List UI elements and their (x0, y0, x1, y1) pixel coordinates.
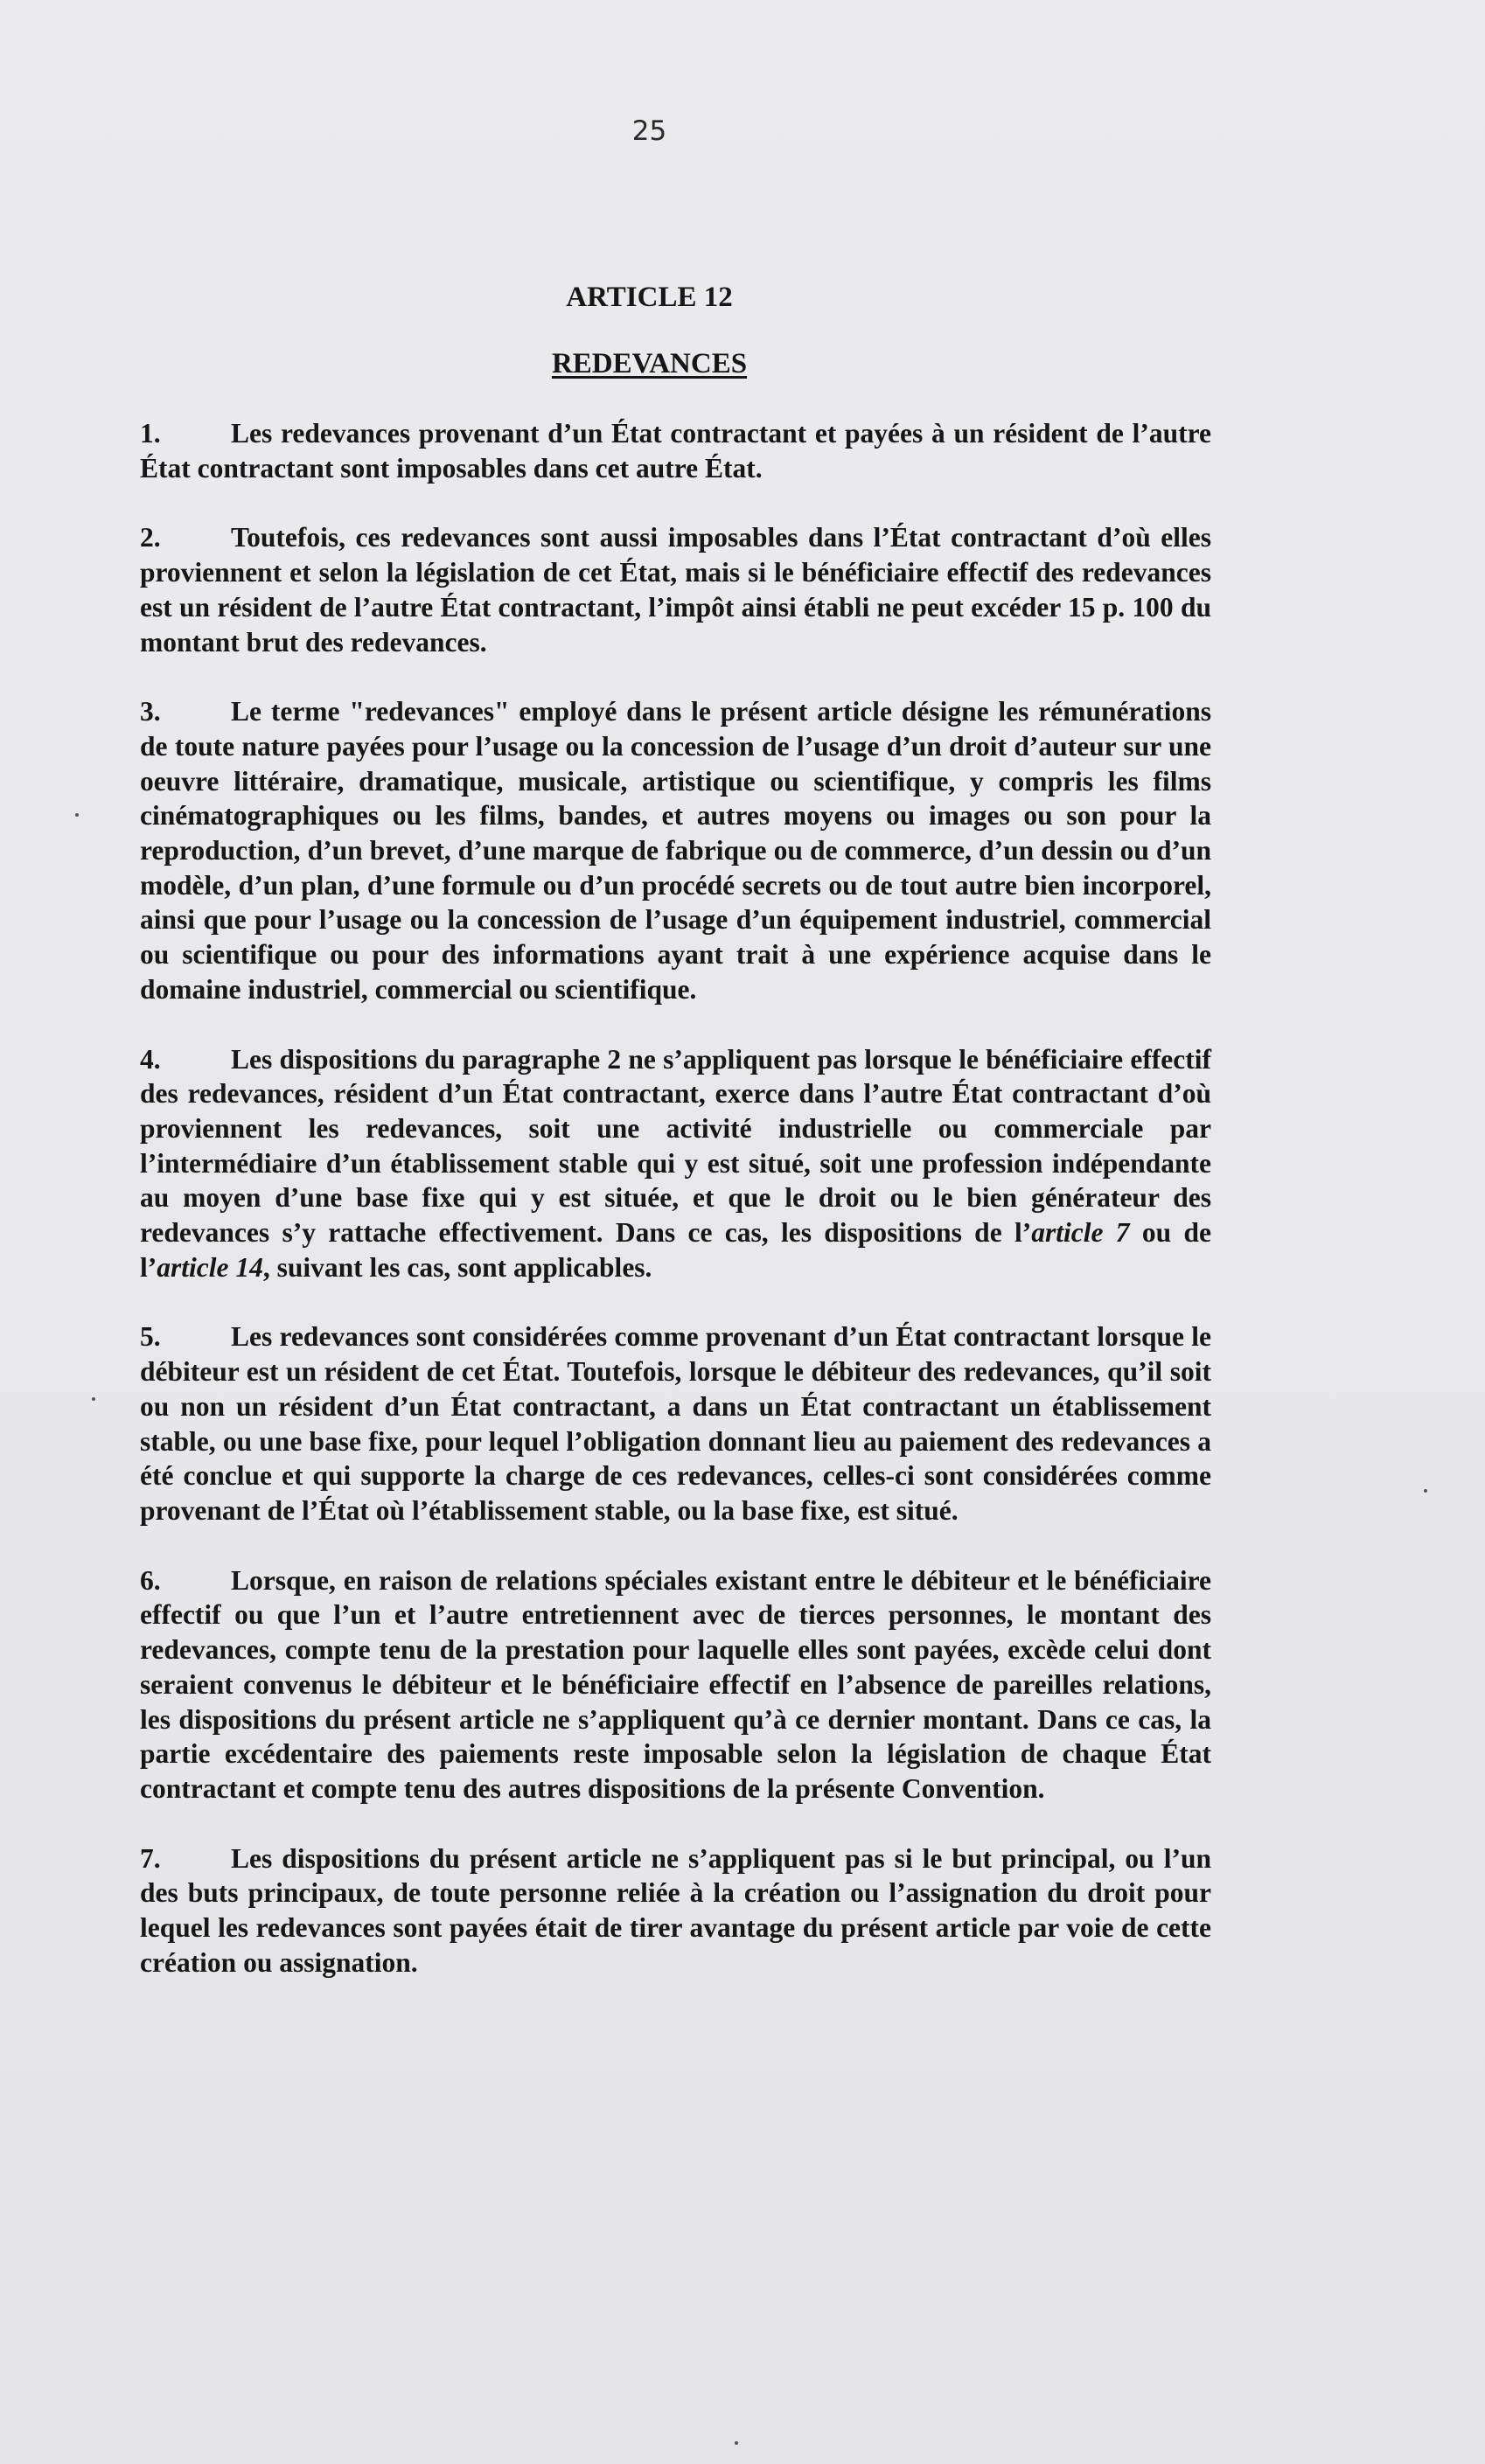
paragraph-text (140, 1565, 1211, 1804)
paragraph-text (140, 418, 1211, 484)
article-body (140, 416, 1211, 2015)
paragraph-number: 1. (140, 418, 161, 449)
article-heading: ARTICLE 12 (566, 282, 733, 313)
paragraph-number: 3. (140, 696, 161, 727)
paragraph-number: 5. (140, 1321, 161, 1353)
page-number: 25 (631, 115, 667, 147)
scan-speck (75, 813, 79, 817)
paragraph-4 (140, 1042, 1211, 1285)
paragraph-text (140, 1321, 1211, 1526)
article-reference: article 7 (1031, 1217, 1130, 1249)
text-run: Les dispositions du présent article ne s’appliquent pas si le but principal, ou l’un des buts principaux, de toute personne reliée à la création ou l’assignation du droit pour lequel les redevances sont payées était de tirer avantage du présent article par voie de cette création ou assignation. (140, 1842, 1211, 1978)
text-run: Les redevances sont considérées comme provenant d’un État contractant lorsque le débiteur est un résident de cet État. Toutefois, lorsque le débiteur des redevances, qu’il soit ou non un résident d’un État contractant, a dans un État contractant un établissement stable, ou une base fixe, pour lequel l’obligation donnant lieu au paiement des redevances a été conclue et qui supporte la charge de ces redevances, celles-ci sont considérées comme provenant de l’État où l’établissement stable, ou la base fixe, est situé. (140, 1321, 1211, 1526)
paragraph-text (140, 696, 1211, 1005)
paragraph-number: 6. (140, 1564, 161, 1596)
paragraph-text (140, 1843, 1211, 1978)
paragraph-number: 2. (140, 522, 161, 553)
article-title: REDEVANCES (551, 348, 748, 379)
text-run: ou de l’ (140, 1217, 1211, 1283)
paragraph-3 (140, 694, 1211, 1006)
text-run: Le terme "redevances" employé dans le présent article désigne les rémunérations de toute nature payées pour l’usage ou la concession de l’usage d’un droit d’auteur sur une oeuvre littéraire, dramatique, musicale, artistique ou scientifique, y compris les films cinématographiques ou les films, bandes, et autres moyens ou images ou son pour la reproduction, d’un brevet, d’une marque de fabrique ou de commerce, d’un dessin ou d’un modèle, d’un plan, d’une formule ou d’un procédé secrets ou de tout autre bien incorporel, ainsi que pour l’usage ou la concession de l’usage d’un équipement industriel, commercial ou scientifique ou pour des informations ayant trait à une expérience acquise dans le domaine industriel, commercial ou scientifique. (140, 696, 1211, 1005)
text-run: Lorsque, en raison de relations spéciales existant entre le débiteur et le bénéficiaire effectif ou que l’un et l’autre entretiennent avec de tierces personnes, le montant des redevances, compte tenu de la prestation pour laquelle elles sont payées, excède celui dont seraient convenus le débiteur et le bénéficiaire effectif en l’absence de pareilles relations, les dispositions du présent article ne s’appliquent qu’à ce dernier montant. Dans ce cas, la partie excédentaire des paiements reste imposable selon la législation de chaque État contractant et compte tenu des autres dispositions de la présente Convention. (140, 1564, 1211, 1804)
paragraph-number: 7. (140, 1842, 161, 1874)
paragraph-7 (140, 1841, 1211, 1980)
paragraph-text (140, 522, 1211, 657)
scan-speck (92, 1397, 95, 1401)
article-reference: article 14 (157, 1251, 263, 1283)
scan-speck (735, 2441, 738, 2445)
paragraph-number: 4. (140, 1043, 161, 1075)
text-run: Les dispositions du paragraphe 2 ne s’appliquent pas lorsque le bénéficiaire effectif des redevances, résident d’un État contractant, exerce dans l’autre État contractant d’où proviennent les redevances, soit une activité industrielle ou commerciale par l’intermédiaire d’un établissement stable qui y est situé, soit une profession indépendante au moyen d’une base fixe qui y est située, et que le droit ou le bien générateur des redevances s’y rattache effectivement. Dans ce cas, les dispositions de l’ (140, 1043, 1211, 1249)
paragraph-1 (140, 416, 1211, 485)
paragraph-5 (140, 1319, 1211, 1528)
text-run: Toutefois, ces redevances sont aussi imposables dans l’État contractant d’où elles proviennent et selon la législation de cet État, mais si le bénéficiaire effectif des redevances est un résident de l’autre État contractant, l’impôt ainsi établi ne peut excéder 15 p. 100 du montant brut des redevances. (140, 522, 1211, 658)
paragraph-6 (140, 1563, 1211, 1806)
text-run: Les redevances provenant d’un État contractant et payées à un résident de l’autre État contractant sont imposables dans cet autre État. (140, 418, 1211, 484)
paragraph-text (140, 1044, 1211, 1283)
text-run: , suivant les cas, sont applicables. (262, 1251, 652, 1283)
paragraph-2 (140, 520, 1211, 659)
scan-speck (1424, 1489, 1427, 1493)
